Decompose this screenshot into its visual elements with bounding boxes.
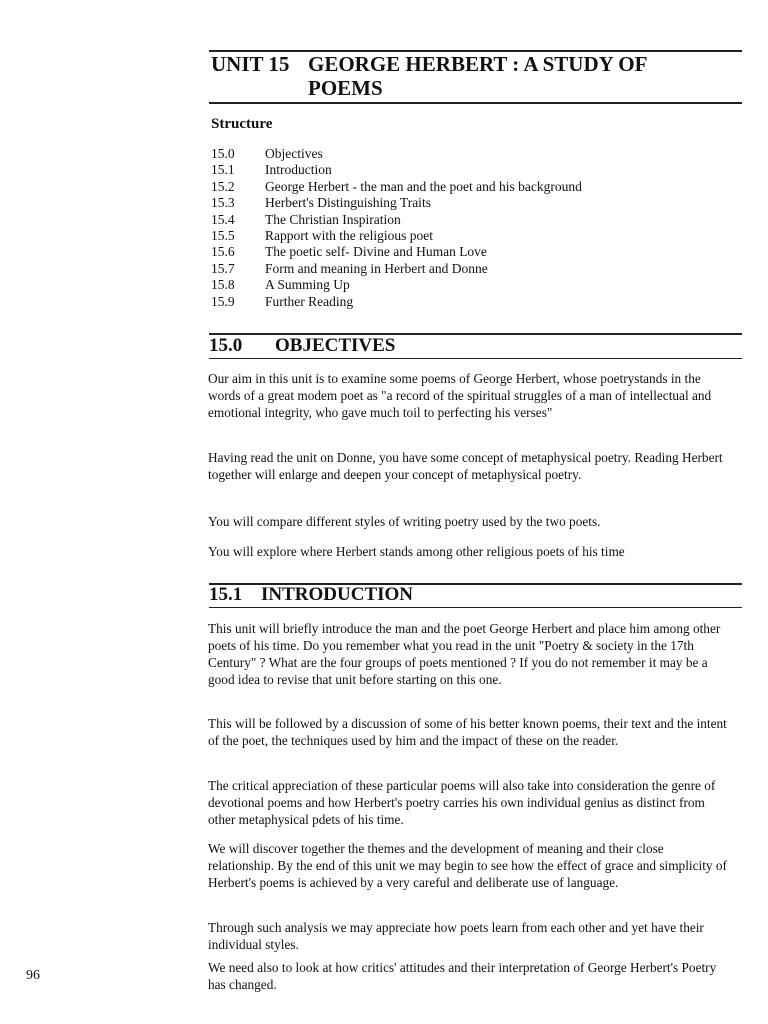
toc-label: Form and meaning in Herbert and Donne bbox=[265, 260, 488, 276]
section-title: INTRODUCTION bbox=[261, 584, 414, 605]
title-line-2: POEMS bbox=[308, 76, 383, 100]
toc-row bbox=[211, 261, 582, 277]
toc-number: 15.3 bbox=[211, 195, 235, 211]
objectives-paragraph: Having read the unit on Donne, you have some concept of metaphysical poetry. Reading Herbert together will enlarge and deepen your concept of metaphysical poetry. bbox=[208, 450, 723, 482]
toc-number: 15.6 bbox=[211, 244, 235, 260]
toc-number: 15.2 bbox=[211, 178, 235, 194]
toc-number: 15.7 bbox=[211, 260, 235, 276]
introduction-paragraph: This will be followed by a discussion of some of his better known poems, their text and the intent of the poet, the techniques used by him and the impact of these on the reader. bbox=[208, 716, 727, 748]
toc-label: Herbert's Distinguishing Traits bbox=[265, 195, 431, 211]
toc-label: Introduction bbox=[265, 162, 332, 178]
toc-row bbox=[211, 277, 582, 293]
table-of-contents bbox=[211, 146, 582, 310]
objectives-bottom-rule bbox=[209, 358, 742, 359]
toc-label: A Summing Up bbox=[265, 277, 350, 293]
section-number: 15.0 bbox=[209, 335, 243, 356]
introduction-heading bbox=[209, 584, 413, 606]
unit-title bbox=[211, 52, 647, 100]
objectives-paragraph: You will explore where Herbert stands among other religious poets of his time bbox=[208, 544, 625, 559]
title-bottom-rule bbox=[209, 102, 742, 104]
toc-row bbox=[211, 146, 582, 162]
toc-number: 15.4 bbox=[211, 211, 235, 227]
toc-row bbox=[211, 294, 582, 310]
section-number: 15.1 bbox=[209, 584, 243, 605]
structure-heading: Structure bbox=[211, 116, 273, 132]
toc-row bbox=[211, 244, 582, 260]
objectives-paragraph: You will compare different styles of writing poetry used by the two poets. bbox=[208, 514, 601, 529]
introduction-paragraph: We need also to look at how critics' attitudes and their interpretation of George Herbert's Poetry has changed. bbox=[208, 960, 717, 992]
page-number: 96 bbox=[26, 968, 40, 983]
toc-label: Objectives bbox=[265, 146, 323, 161]
toc-label: The poetic self- Divine and Human Love bbox=[265, 244, 487, 260]
toc-label: Rapport with the religious poet bbox=[265, 227, 433, 243]
toc-row bbox=[211, 195, 582, 211]
introduction-paragraph: The critical appreciation of these particular poems will also take into consideration the genre of devotional poems and how Herbert's poetry carries his own individual genius as distinct from other metaphysical pdets of his time. bbox=[208, 778, 716, 827]
toc-label: Further Reading bbox=[265, 293, 354, 309]
introduction-paragraph: We will discover together the themes and the development of meaning and their close relationship. By the end of this unit we may begin to see how the effect of grace and simplicity of Herbert's poems is achieved by a very careful and deliberate use of language. bbox=[208, 841, 727, 890]
unit-label: UNIT 15 bbox=[211, 52, 290, 76]
toc-number: 15.5 bbox=[211, 227, 235, 243]
toc-number: 15.1 bbox=[211, 162, 235, 178]
title-line-1: GEORGE HERBERT : A STUDY OF bbox=[308, 52, 648, 76]
toc-label: The Christian Inspiration bbox=[265, 211, 401, 227]
objectives-heading bbox=[209, 335, 395, 357]
toc-row bbox=[211, 228, 582, 244]
introduction-paragraph: This unit will briefly introduce the man and the poet George Herbert and place him among other poets of his time. Do you remember what you read in the unit "Poetry & society in the 17th Century" ? What are the four groups of poets mentioned ? If you do not remember it may be a good idea to revise that unit before starting on this one. bbox=[208, 621, 721, 687]
objectives-paragraph: Our aim in this unit is to examine some poems of George Herbert, whose poetrystands in the words of a great modem poet as "a record of the spiritual struggles of a man of intellectual and emotional integrity, who gave much toil to perfecting his verses" bbox=[208, 371, 712, 420]
toc-row bbox=[211, 212, 582, 228]
introduction-bottom-rule bbox=[209, 607, 742, 608]
introduction-paragraph: Through such analysis we may appreciate how poets learn from each other and yet have their individual styles. bbox=[208, 920, 704, 952]
toc-number: 15.0 bbox=[211, 146, 235, 161]
section-title: OBJECTIVES bbox=[275, 335, 396, 356]
toc-label: George Herbert - the man and the poet and his background bbox=[265, 178, 582, 194]
toc-row bbox=[211, 162, 582, 178]
toc-number: 15.8 bbox=[211, 277, 235, 293]
toc-number: 15.9 bbox=[211, 293, 235, 309]
toc-row bbox=[211, 179, 582, 195]
